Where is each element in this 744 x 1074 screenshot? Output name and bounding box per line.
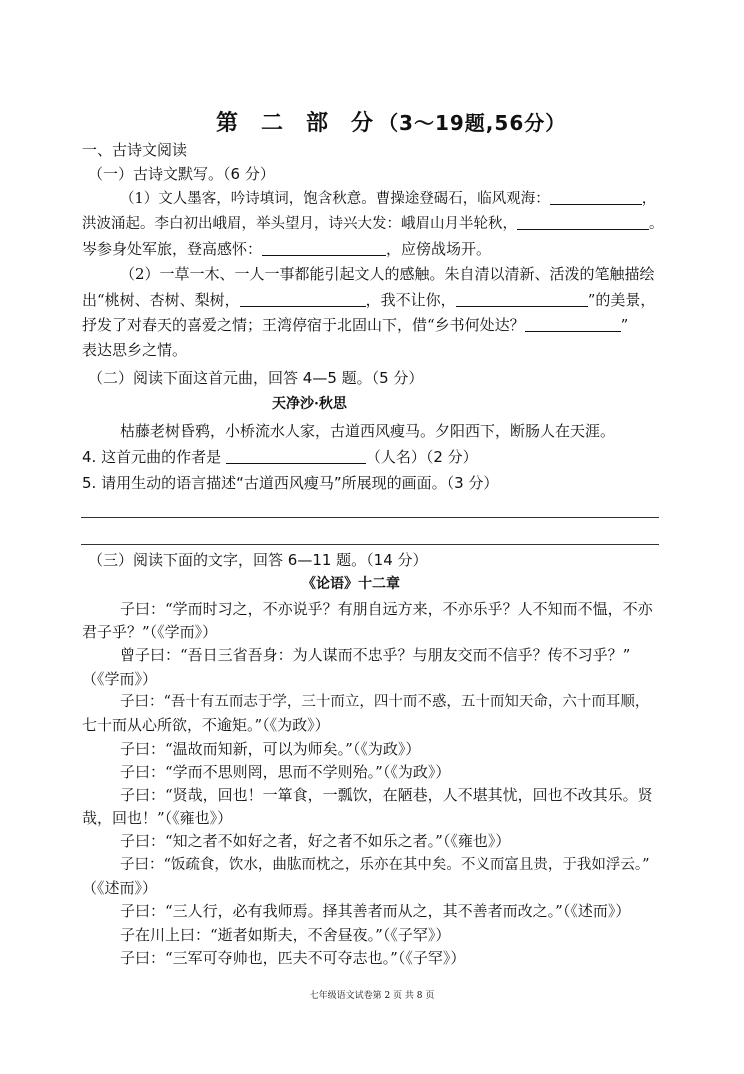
analects-line: 子曰：“知之者不如好之者，好之者不如乐之者。”（《雍也》） xyxy=(120,832,511,850)
question-text: ”的美景， xyxy=(587,291,656,309)
subsection-heading-3: （三）阅读下面的文字，回答 6—11 题。（14 分） xyxy=(88,551,428,569)
question-1-line xyxy=(120,187,656,211)
part-title-scope: （3～19题,56分） xyxy=(378,111,567,135)
question-text: ，应傍战场开。 xyxy=(386,240,492,258)
analects-line: 曾子曰：“吾日三省吾身：为人谋而不忠乎？与朋友交而不信乎？传不习乎？” xyxy=(120,646,631,664)
question-2-line: （2）一草一木、一人一事都能引起文人的感触。朱自清以清新、活泼的笔触描绘 xyxy=(120,265,655,283)
analects-line: 子曰：“三人行，必有我师焉。择其善者而从之，其不善者而改之。”（《述而》） xyxy=(120,902,631,920)
question-text: ，我不让你， xyxy=(365,291,456,309)
poem-text: 枯藤老树昏鸦，小桥流水人家，古道西风瘦马。夕阳西下，断肠人在天涯。 xyxy=(120,422,616,440)
part-title-char: 部 xyxy=(306,111,330,136)
punct: ” xyxy=(620,316,629,334)
page-footer: 七年级语文试卷第 2 页 共 8 页 xyxy=(309,991,435,1001)
question-4 xyxy=(82,445,478,469)
analects-line: 子在川上曰：“逝者如斯夫，不舍昼夜。”（《子罕》） xyxy=(120,926,451,944)
question-2-line xyxy=(82,288,655,312)
analects-line: 子曰：“饭疏食，饮水，曲肱而枕之，乐亦在其中矣。不义而富且贵，于我如浮云。” xyxy=(120,857,650,873)
poem-title: 天净沙·秋思 xyxy=(272,396,347,412)
answer-blank[interactable] xyxy=(525,315,621,332)
analects-line: 哉，回也！”（《雍也》） xyxy=(82,809,233,827)
question-text: 抒发了对春天的喜爱之情；王湾停宿于北固山下，借“乡书何处达？ xyxy=(82,316,525,334)
analects-line: 子曰：“学而时习之，不亦说乎？有朋自远方来，不亦乐乎？人不知而不愠，不亦 xyxy=(120,600,653,618)
question-1-line xyxy=(82,212,664,236)
part-title xyxy=(216,108,566,139)
answer-line[interactable] xyxy=(81,544,659,545)
question-2-line xyxy=(82,313,628,337)
question-text: 4. 这首元曲的作者是 xyxy=(82,448,222,466)
text-title: 《论语》十二章 xyxy=(302,576,400,592)
question-1-line xyxy=(82,237,491,261)
part-title-char: 二 xyxy=(261,111,285,136)
question-2-line: 表达思乡之情。 xyxy=(82,341,188,359)
answer-blank[interactable] xyxy=(456,290,588,307)
analects-line: 子曰：“贤哉，回也！一箪食，一瓢饮，在陋巷，人不堪其忧，回也不改其乐。贤 xyxy=(120,786,653,804)
punct: ， xyxy=(641,191,657,207)
analects-line: （《述而》） xyxy=(82,879,158,897)
analects-line: 七十而从心所欲，不逾矩。”（《为政》） xyxy=(82,716,330,734)
answer-blank[interactable] xyxy=(240,290,366,307)
section-heading: 一、古诗文阅读 xyxy=(82,141,188,159)
question-text: （1）文人墨客，吟诗填词，饱含秋意。曹操途登碣石，临风观海： xyxy=(120,191,550,207)
answer-line[interactable] xyxy=(81,517,659,518)
question-text: 洪波涌起。李白初出峨眉，举头望月，诗兴大发：峨眉山月半轮秋， xyxy=(82,216,517,232)
answer-blank[interactable] xyxy=(517,213,649,230)
answer-blank[interactable] xyxy=(226,447,366,464)
question-text: （人名）（2 分） xyxy=(365,448,478,466)
part-title-char: 第 xyxy=(216,111,240,136)
part-title-char: 分 xyxy=(351,111,375,136)
answer-blank[interactable] xyxy=(550,188,642,205)
question-text: 岑参身处军旅，登高感怀： xyxy=(82,240,263,258)
analects-line: 子曰：“学而不思则罔，思而不学则殆。”（《为政》） xyxy=(120,763,451,781)
subsection-heading-2: （二）阅读下面这首元曲，回答 4—5 题。（5 分） xyxy=(88,369,424,387)
analects-line: 子曰：“温故而知新，可以为师矣。”（《为政》） xyxy=(120,740,421,758)
punct: 。 xyxy=(649,216,664,232)
question-text: 出“桃树、杏树、梨树， xyxy=(82,291,240,309)
subsection-heading-1: （一）古诗文默写。（6 分） xyxy=(88,165,275,183)
answer-blank[interactable] xyxy=(262,239,386,256)
analects-line: （《学而》） xyxy=(82,670,158,688)
analects-line: 子曰：“吾十有五而志于学，三十而立，四十而不惑，五十而知天命，六十而耳顺， xyxy=(120,694,650,710)
question-5: 5. 请用生动的语言描述“古道西风瘦马”所展现的画面。（3 分） xyxy=(82,474,499,492)
analects-line: 子曰：“三军可夺帅也，匹夫不可夺志也。”（《子罕》） xyxy=(120,949,466,967)
analects-line: 君子乎？”（《学而》） xyxy=(82,623,218,641)
